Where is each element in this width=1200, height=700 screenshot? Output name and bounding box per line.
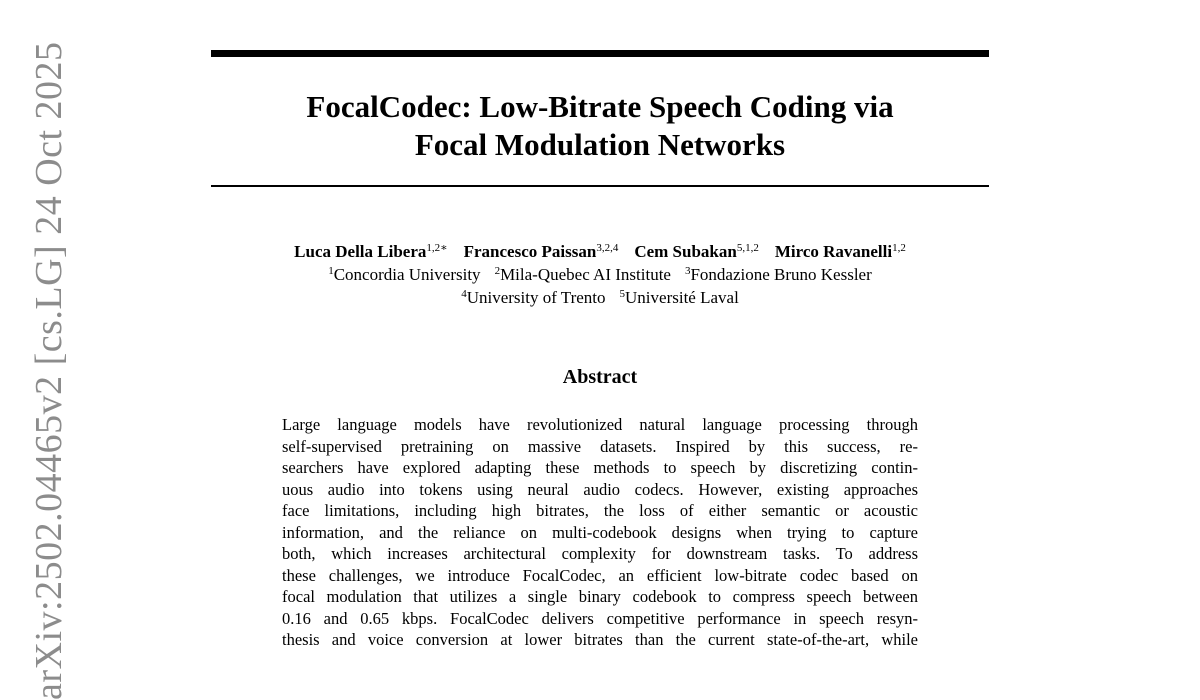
affiliation: $^1$Concordia University	[328, 265, 481, 284]
author-names-line	[150, 240, 1050, 263]
abstract-line: self-supervised pretraining on massive datasets. Inspired by this success, re-	[282, 436, 918, 456]
abstract-line: thesis and voice conversion at lower bitrates than the current state-of-the-art, while	[282, 630, 918, 649]
author-name: Francesco Paissan$^{3,2,4}$	[463, 242, 619, 261]
affiliations-line-1	[150, 263, 1050, 286]
paper-title-line-1: FocalCodec: Low-Bitrate Speech Coding via	[306, 89, 894, 124]
paper-title-line-2: Focal Modulation Networks	[414, 127, 786, 162]
top-thick-rule	[211, 50, 989, 57]
affiliation: $^4$University of Trento	[461, 288, 606, 307]
author-name: Luca Della Libera$^{1,2∗}$	[294, 242, 448, 261]
paper-title	[211, 88, 989, 164]
abstract-line: focal modulation that utilizes a single binary codebook to compress speech between	[282, 587, 918, 606]
title-bottom-rule	[211, 185, 989, 187]
abstract-body	[282, 414, 918, 651]
abstract-line: information, and the reliance on multi-codebook designs when trying to capture	[282, 522, 918, 542]
abstract-line: both, which increases architectural complexity for downstream tasks. To address	[282, 544, 918, 563]
abstract-line: Large language models have revolutionized natural language processing through	[282, 415, 918, 434]
abstract-line: uous audio into tokens using neural audio codecs. However, existing approaches	[282, 479, 918, 499]
affiliations-line-2	[150, 286, 1050, 309]
author-name: Cem Subakan$^{5,1,2}$	[634, 242, 759, 261]
arxiv-side-stamp: arXiv:2502.04465v2 [cs.LG] 24 Oct 2025	[28, 41, 70, 700]
author-block	[150, 240, 1050, 309]
affiliation: $^5$Université Laval	[619, 288, 739, 307]
affiliation: $^3$Fondazione Bruno Kessler	[684, 265, 872, 284]
abstract-line: 0.16 and 0.65 kbps. FocalCodec delivers competitive performance in speech resyn-	[282, 608, 918, 628]
abstract-line: face limitations, including high bitrates, the loss of either semantic or acoustic	[282, 501, 918, 520]
author-name: Mirco Ravanelli$^{1,2}$	[774, 242, 906, 261]
affiliation: $^2$Mila-Quebec AI Institute	[494, 265, 671, 284]
abstract-line: these challenges, we introduce FocalCodec, an efficient low-bitrate codec based on	[282, 565, 918, 585]
abstract-line: searchers have explored adapting these methods to speech by discretizing contin-	[282, 458, 918, 477]
abstract-heading: Abstract	[562, 366, 638, 388]
